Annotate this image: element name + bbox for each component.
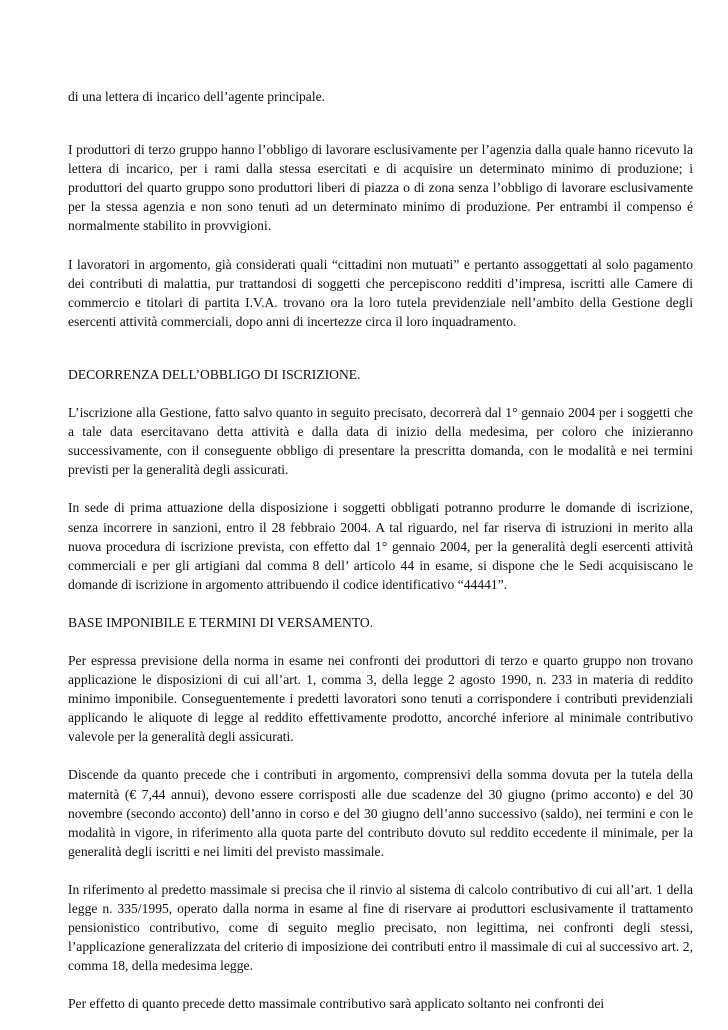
section-heading-base-imponibile: BASE IMPONIBILE E TERMINI DI VERSAMENTO. <box>68 614 374 630</box>
paragraph-massimale: In riferimento al predetto massimale si precisa che il rinvio al sistema di calcolo contributivo di cui all’art. 1 della legge n. 335/1995, operato dalla norma in esame al fine di riservare ai produttori esclusivamente il trattamento pensionistico contributivo, come di seguito meglio precisato, non legittima, nei confronti degli stessi, l’applicazione generalizzata del criterio di imposizione dei contributi entro il massimale di cui al successivo art. 2, comma 18, della medesima legge. <box>68 881 693 974</box>
paragraph-prima-attuazione: In sede di prima attuazione della disposizione i soggetti obbligati potranno produrre le domande di iscrizione, senza incorrere in sanzioni, entro il 28 febbraio 2004. A tal riguardo, nel far riserva di istruzioni in merito alla nuova procedura di iscrizione prevista, con effetto dal 1° gennaio 2004, per la generalità degli esercenti attività commerciali e per gli artigiani dal comma 8 dell’ articolo 44 in esame, si dispone che le Sedi acquisiscano le domande di iscrizione in argomento attribuendo il codice identificativo “44441”. <box>68 500 693 592</box>
paragraph-iscrizione: L’iscrizione alla Gestione, fatto salvo quanto in seguito precisato, decorrerà dal 1° gennaio 2004 per i soggetti che a tale data esercitavano detta attività e dalla data di inizio della medesima, per coloro che inizieranno successivamente, con il conseguente obbligo di presentare la prescritta domanda, con le modalità e nei termini previsti per la generalità degli assicurati. <box>68 405 693 478</box>
paragraph-massimale-continuation: Per effetto di quanto precede detto massimale contributivo sarà applicato soltanto nei confronti dei <box>68 996 605 1012</box>
paragraph-producer-groups: I produttori di terzo gruppo hanno l’obbligo di lavorare esclusivamente per l’agenzia dalla quale hanno ricevuto la lettera di incarico, per i rami dalla stessa esercitati e di acquisire un determinato minimo di produzione; i produttori del quarto gruppo sono produttori liberi di piazza o di zona senza l’obbligo di lavorare esclusivamente per la stessa agenzia e non sono tenuti ad un determinato minimo di produzione. Per entrambi il compenso é normalmente stabilito in provvigioni. <box>68 142 693 234</box>
document-page <box>68 87 693 1013</box>
paragraph-workers-status: I lavoratori in argomento, già considerati quali “cittadini non mutuati” e pertanto assoggettati al solo pagamento dei contributi di malattia, pur trattandosi di soggetti che percepiscono redditi d’impresa, iscritti alle Camere di commercio e titolari di partita I.V.A. trovano ora la loro tutela previdenziale nell’ambito della Gestione degli esercenti attività commerciali, dopo anni di incertezze circa il loro inquadramento. <box>68 256 693 329</box>
paragraph-reddito-minimo: Per espressa previsione della norma in esame nei confronti dei produttori di terzo e quarto gruppo non trovano applicazione le disposizioni di cui all’art. 1, comma 3, della legge 2 agosto 1990, n. 233 in materia di reddito minimo imponibile. Conseguentemente i predetti lavoratori sono tenuti a corrispondere i contributi previdenziali applicando le aliquote di legge al reddito effettivamente prodotto, ancorché inferiore al minimale contributivo valevole per la generalità degli assicurati. <box>68 652 693 745</box>
paragraph-scadenze: Discende da quanto precede che i contributi in argomento, comprensivi della somma dovuta per la tutela della maternità (€ 7,44 annui), devono essere corrisposti alle due scadenze del 30 giugno (primo acconto) e del 30 novembre (secondo acconto) dell’anno in corso e del 30 giugno dell’anno successivo (saldo), nei termini e con le modalità in vigore, in riferimento alla quota parte del contributo dovuto sul reddito eccedente il minimale, per la generalità degli iscritti e nei limiti del previsto massimale. <box>68 767 693 859</box>
section-heading-decorrenza: DECORRENZA DELL’OBBLIGO DI ISCRIZIONE. <box>68 366 361 382</box>
paragraph-continuation: di una lettera di incarico dell’agente principale. <box>68 89 326 104</box>
